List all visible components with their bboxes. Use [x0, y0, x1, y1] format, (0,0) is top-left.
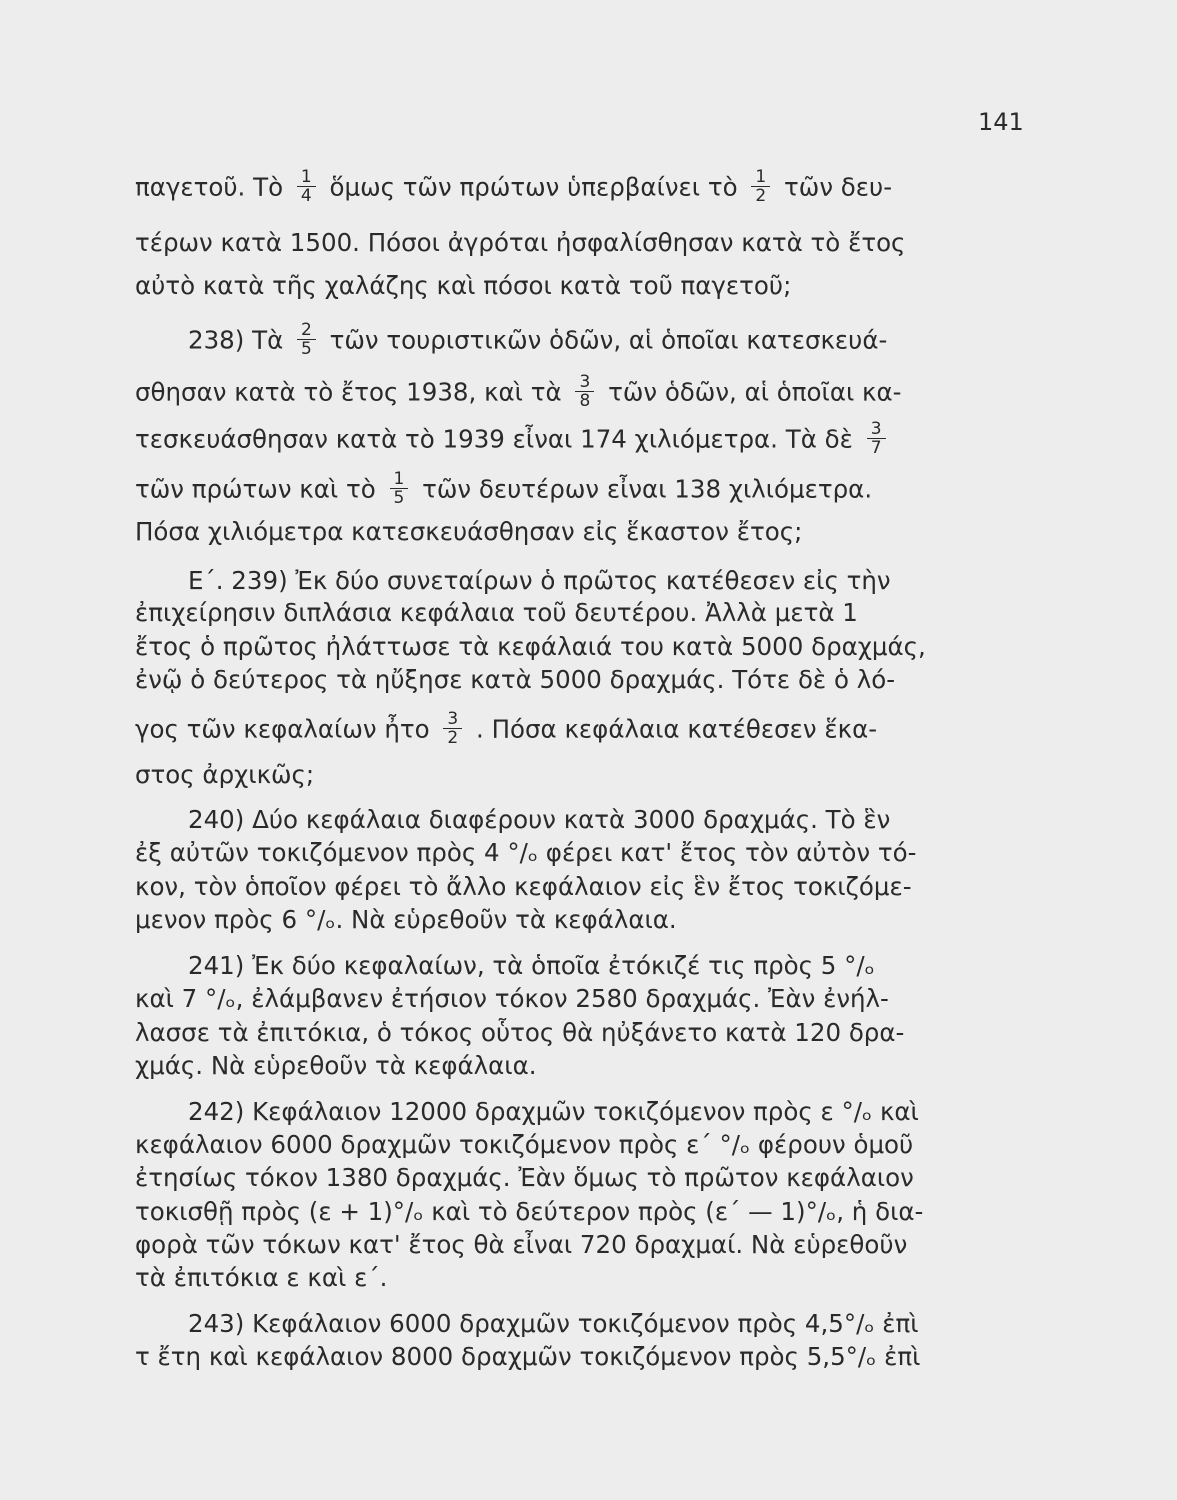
fraction-denominator: 2: [755, 186, 767, 206]
fraction-denominator: 5: [393, 488, 405, 508]
text-line: τοκισθῇ πρὸς (ε + 1)°/ₒ καὶ τὸ δεύτερον πρὸς (ε΄ — 1)°/ₒ, ἡ δια-: [135, 1197, 924, 1226]
text-line: κον, τὸν ὁποῖον φέρει τὸ ἄλλο κεφάλαιον εἰς ἓν ἔτος τοκιζόμε-: [135, 872, 912, 901]
text-line: ἐνῷ ὁ δεύτερος τὰ ηὔξησε κατὰ 5000 δραχμάς. Τότε δὲ ὁ λό-: [135, 665, 896, 694]
text-line: μενον πρὸς 6 °/ₒ. Νὰ εὑρεθοῦν τὰ κεφάλαια.: [135, 905, 677, 934]
fraction-numerator: 3: [443, 710, 462, 729]
problem-238-start: [188, 320, 1068, 360]
text-segment: παγετοῦ. Τὸ: [135, 172, 284, 202]
fraction-denominator: 8: [579, 391, 591, 411]
text-line: αὐτὸ κατὰ τῆς χαλάζης καὶ πόσοι κατὰ τοῦ παγετοῦ;: [135, 271, 792, 300]
text-line: [135, 167, 1015, 207]
text-line: τὰ ἐπιτόκια ε καὶ ε΄.: [135, 1263, 388, 1292]
text-line: καὶ 7 °/ₒ, ἐλάμβανεν ἐτήσιον τόκον 2580 δραχμάς. Ἐὰν ἐνήλ-: [135, 984, 889, 1013]
text-line: χμάς. Νὰ εὑρεθοῦν τὰ κεφάλαια.: [135, 1051, 537, 1080]
problem-239-start: Ε΄. 239) Ἐκ δύο συνεταίρων ὁ πρῶτος κατέθεσεν εἰς τὴν: [188, 566, 891, 595]
text-line: ἐπιχείρησιν διπλάσια κεφάλαια τοῦ δευτέρου. Ἀλλὰ μετὰ 1: [135, 598, 858, 627]
text-segment: 238) Τὰ: [188, 325, 284, 355]
fraction-numerator: 3: [867, 420, 886, 439]
fraction: [751, 168, 770, 205]
text-line: ἔτος ὁ πρῶτος ἠλάττωσε τὰ κεφάλαιά του κατὰ 5000 δραχμάς,: [135, 632, 926, 661]
text-line: τ ἔτη καὶ κεφάλαιον 8000 δραχμῶν τοκιζόμενον πρὸς 5,5°/ₒ ἐπὶ: [135, 1342, 921, 1371]
text-segment: τῶν τουριστικῶν ὁδῶν, αἱ ὁποῖαι κατεσκευά-: [329, 325, 888, 355]
text-line: Πόσα χιλιόμετρα κατεσκευάσθησαν εἰς ἕκαστον ἔτος;: [135, 517, 803, 546]
fraction-denominator: 7: [870, 438, 882, 458]
text-segment: τῶν ὁδῶν, αἱ ὁποῖαι κα-: [608, 377, 902, 407]
text-line: κεφάλαιον 6000 δραχμῶν τοκιζόμενον πρὸς ε΄ °/ₒ φέρουν ὁμοῦ: [135, 1130, 914, 1159]
text-line: λασσε τὰ ἐπιτόκια, ὁ τόκος οὗτος θὰ ηὐξάνετο κατὰ 120 δρα-: [135, 1018, 905, 1047]
fraction-denominator: 2: [447, 728, 459, 748]
fraction-numerator: 1: [390, 470, 409, 489]
text-segment: ὅμως τῶν πρώτων ὑπερβαίνει τὸ: [329, 172, 738, 202]
fraction-denominator: 4: [300, 186, 312, 206]
fraction-numerator: 1: [751, 168, 770, 187]
fraction-numerator: 1: [297, 168, 316, 187]
fraction: [575, 373, 594, 410]
text-line: ἐτησίως τόκον 1380 δραχμάς. Ἐὰν ὅμως τὸ πρῶτον κεφάλαιον: [135, 1163, 914, 1192]
fraction: [867, 420, 886, 457]
fraction: [390, 470, 409, 507]
text-line: [135, 709, 1015, 749]
text-segment: τῶν δευτέρων εἶναι 138 χιλιόμετρα.: [422, 474, 873, 504]
problem-240-start: 240) Δύο κεφάλαια διαφέρουν κατὰ 3000 δραχμάς. Τὸ ἓν: [188, 805, 891, 834]
fraction: [297, 168, 316, 205]
fraction-numerator: 3: [575, 373, 594, 392]
text-line: ἐξ αὐτῶν τοκιζόμενον πρὸς 4 °/ₒ φέρει κατ' ἔτος τὸν αὐτὸν τό-: [135, 838, 917, 867]
fraction-denominator: 5: [301, 339, 312, 359]
page-number: 141: [978, 108, 1024, 136]
problem-241-start: 241) Ἐκ δύο κεφαλαίων, τὰ ὁποῖα ἐτόκιζέ τις πρὸς 5 °/ₒ: [188, 951, 875, 980]
text-segment: γος τῶν κεφαλαίων ἦτο: [135, 714, 430, 744]
fraction: [297, 321, 316, 358]
text-line: [135, 372, 1015, 412]
text-line: στος ἀρχικῶς;: [135, 760, 315, 789]
text-segment: . Πόσα κεφάλαια κατέθεσεν ἕκα-: [476, 714, 878, 744]
text-line: [135, 419, 1015, 459]
text-segment: τῶν δευ-: [784, 172, 893, 202]
text-segment: σθησαν κατὰ τὸ ἔτος 1938, καὶ τὰ: [135, 377, 562, 407]
problem-243-start: 243) Κεφάλαιον 6000 δραχμῶν τοκιζόμενον πρὸς 4,5°/ₒ ἐπὶ: [188, 1309, 919, 1338]
fraction-numerator: 2: [297, 321, 316, 340]
text-line: φορὰ τῶν τόκων κατ' ἔτος θὰ εἶναι 720 δραχμαί. Νὰ εὑρεθοῦν: [135, 1230, 908, 1259]
text-line: τέρων κατὰ 1500. Πόσοι ἀγρόται ἠσφαλίσθησαν κατὰ τὸ ἔτος: [135, 228, 906, 257]
text-line: [135, 469, 1015, 509]
fraction: [443, 710, 462, 747]
text-segment: τεσκευάσθησαν κατὰ τὸ 1939 εἶναι 174 χιλιόμετρα. Τὰ δὲ: [135, 424, 853, 454]
text-segment: τῶν πρώτων καὶ τὸ: [135, 474, 376, 504]
problem-242-start: 242) Κεφάλαιον 12000 δραχμῶν τοκιζόμενον πρὸς ε °/ₒ καὶ: [188, 1097, 919, 1126]
